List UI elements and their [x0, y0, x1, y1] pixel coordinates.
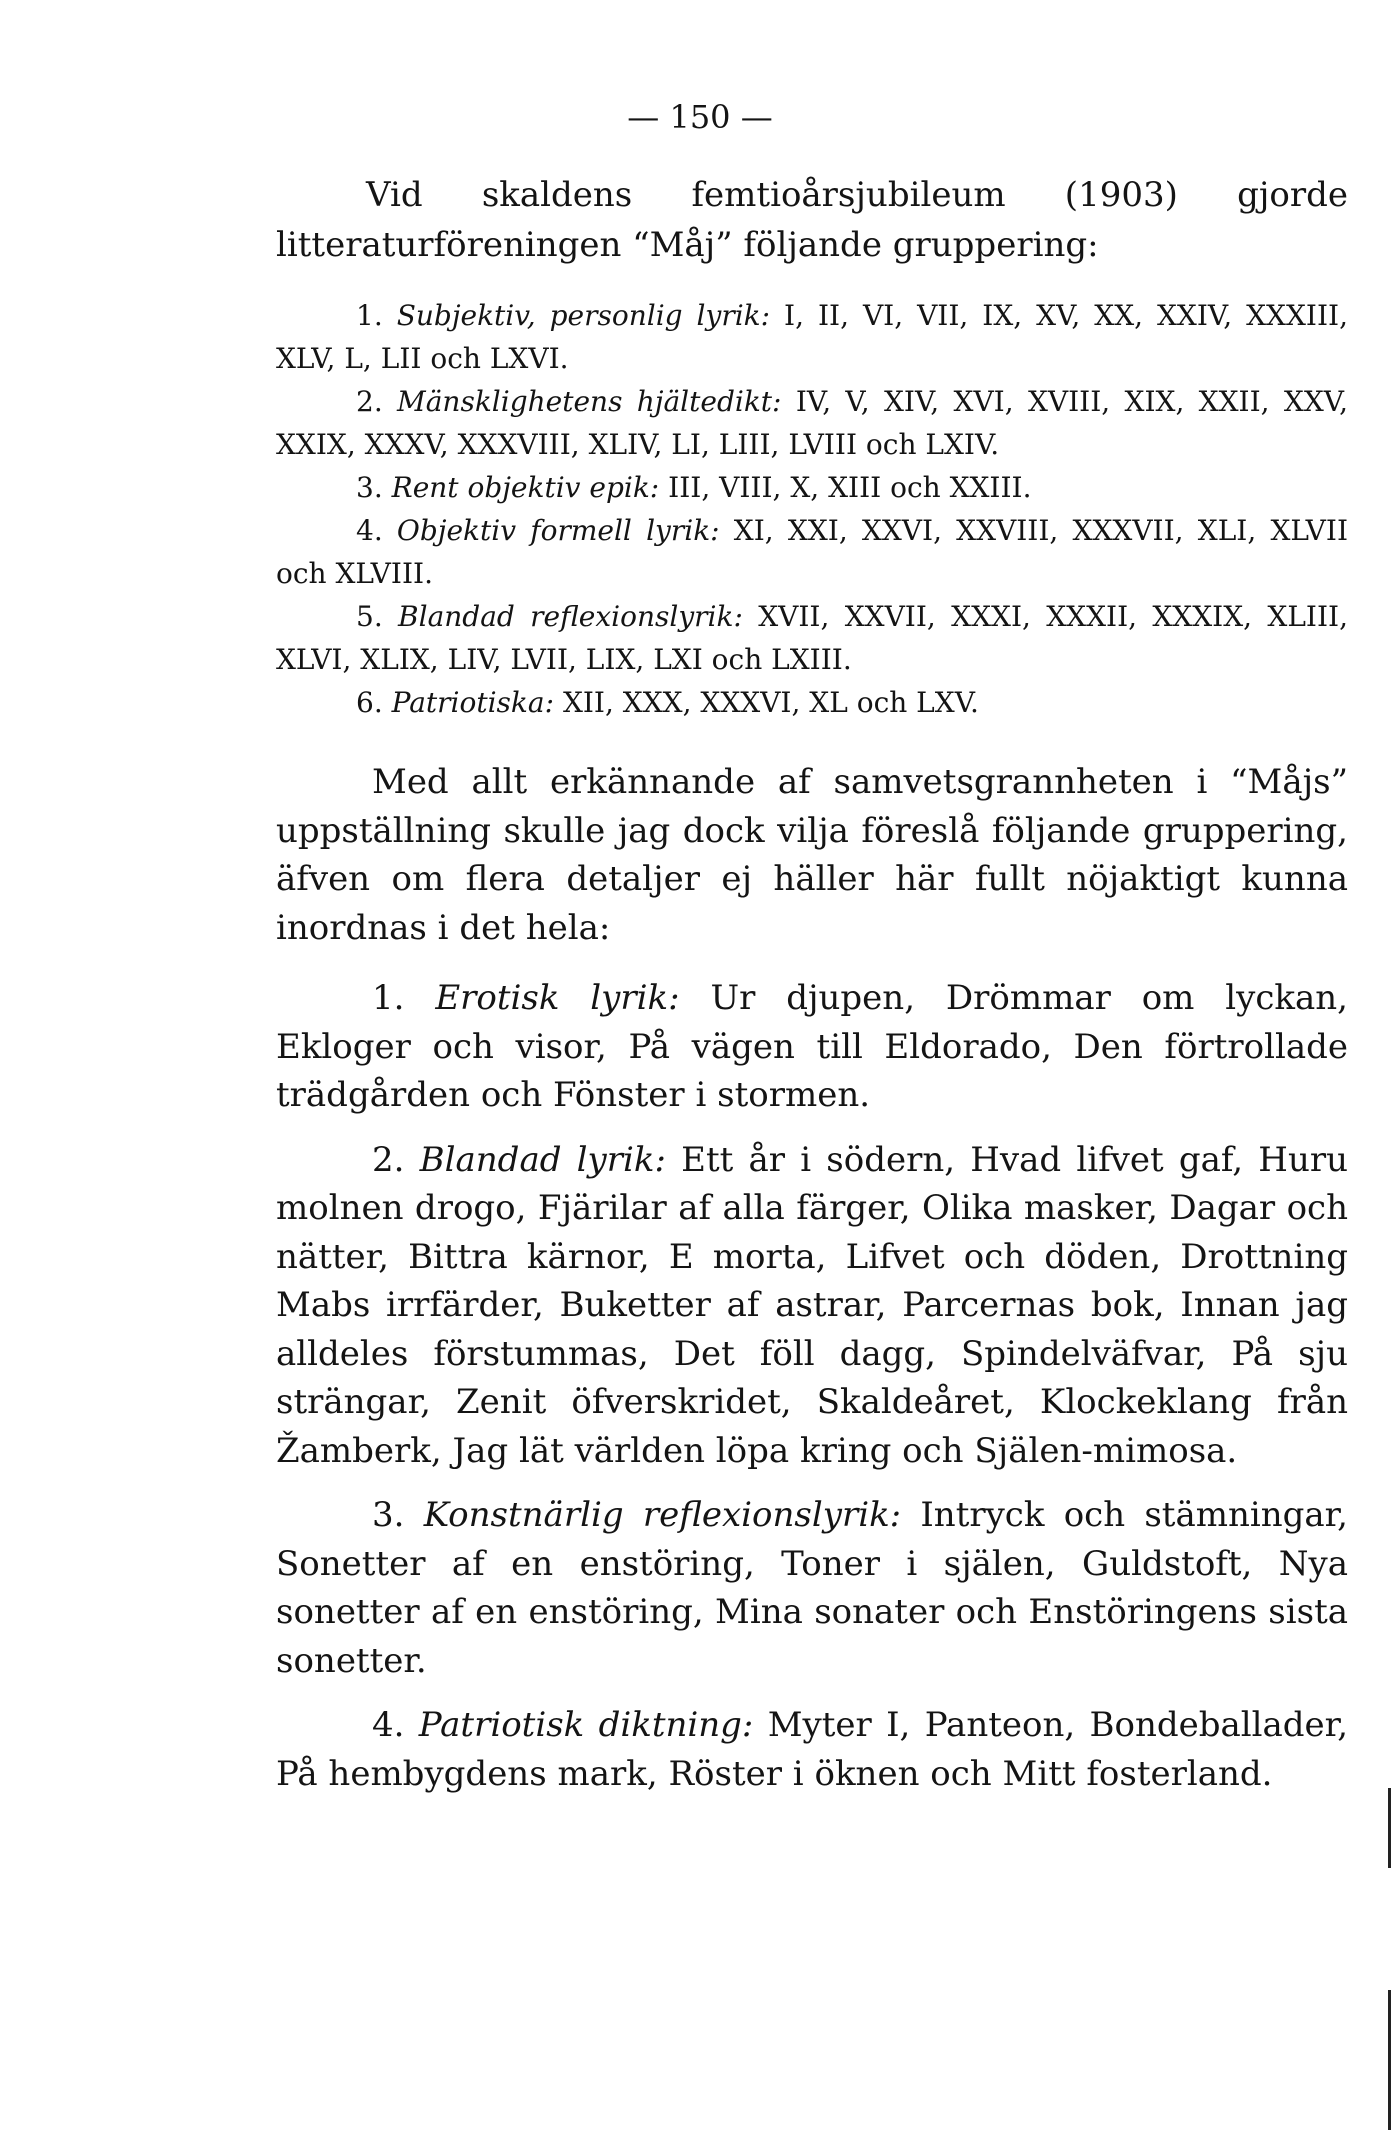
list-item: 4. Objektiv formell lyrik: XI, XXI, XXVI, XXVIII, XXXVII, XLI, XLVII och XLVIII.: [276, 514, 1348, 590]
intro-paragraph: Vid skaldens femtioårsjubileum (1903) gjorde litteraturföreningen “Måj” följande gruppering:: [276, 175, 1348, 265]
list-item: 5. Blandad reflexionslyrik: XVII, XXVII, XXXI, XXXII, XXXIX, XLIII, XLVI, XLIX, LIV, LVII, LIX, LXI och LXIII.: [276, 600, 1348, 676]
category-label: Patriotiska:: [391, 686, 555, 719]
scan-edge-mark: [1388, 1788, 1391, 1868]
list-item: 3. Rent objektiv epik: III, VIII, X, XIII och XXIII.: [356, 471, 1032, 504]
list-item: 1. Erotisk lyrik: Ur djupen, Drömmar om lyckan, Ekloger och visor, På vägen till Eldorado, Den förtrollade trädgården och Fönster i stormen.: [276, 978, 1348, 1115]
category-label: Blandad lyrik:: [419, 1139, 666, 1180]
category-label: Subjektiv, personlig lyrik:: [396, 299, 771, 332]
category-label: Blandad reflexionslyrik:: [398, 600, 743, 633]
list-item: 2. Mänsklighetens hjältedikt: IV, V, XIV, XVI, XVIII, XIX, XXII, XXV, XXIX, XXXV, XXXVIII, XLIV, LI, LIII, LVIII och LXIV.: [276, 385, 1348, 461]
category-label: Erotisk lyrik:: [435, 978, 680, 1018]
category-label: Mänsklighetens hjältedikt:: [397, 385, 782, 418]
list-item: 1. Subjektiv, personlig lyrik: I, II, VI, VII, IX, XV, XX, XXIV, XXXIII, XLV, L, LII och LXVI.: [276, 299, 1348, 375]
list-item: 3. Konstnärlig reflexionslyrik: Intryck och stämningar, Sonetter af en enstöring, Toner i själen, Guldstoft, Nya sonetter af en enstöring, Mina sonater och Enstöringens sista sonetter.: [276, 1495, 1348, 1681]
page-body: [276, 170, 1348, 1798]
category-label: Rent objektiv epik:: [391, 471, 660, 504]
maj-grouping-list: [276, 294, 1348, 724]
page-number: — 150 —: [627, 98, 773, 136]
scan-edge-mark: [1388, 1990, 1391, 2130]
proposal-grouping-list: [276, 974, 1348, 1798]
list-item: 4. Patriotisk diktning: Myter I, Panteon, Bondeballader, På hembygdens mark, Röster i öknen och Mitt fosterland.: [276, 1705, 1349, 1794]
proposal-intro-paragraph: Med allt erkännande af samvetsgrannheten i “Måjs” uppställning skulle jag dock vilja föreslå följande gruppering, äfven om flera detaljer ej häller här fullt nöjaktigt kunna inordnas i det hela:: [276, 762, 1348, 948]
category-label: Konstnärlig reflexionslyrik:: [423, 1495, 902, 1535]
category-label: Objektiv formell lyrik:: [396, 514, 720, 547]
category-label: Patriotisk diktning:: [418, 1705, 754, 1745]
list-item: 6. Patriotiska: XII, XXX, XXXVI, XL och LXV.: [356, 686, 979, 719]
list-item: 2. Blandad lyrik: Ett år i södern, Hvad lifvet gaf, Huru molnen drogo, Fjärilar af alla färger, Olika masker, Dagar och nätter, Bittra kärnor, E morta, Lifvet och döden, Drottning Mabs irrfärder, Buketter af astrar, Parcernas bok, Innan jag alldeles förstummas, Det föll dagg, Spindelväfvar, På sju strängar, Zenit öfverskridet, Skaldeåret, Klockeklang från Žamberk, Jag lät världen löpa kring och Själen-mimosa.: [276, 1139, 1348, 1471]
